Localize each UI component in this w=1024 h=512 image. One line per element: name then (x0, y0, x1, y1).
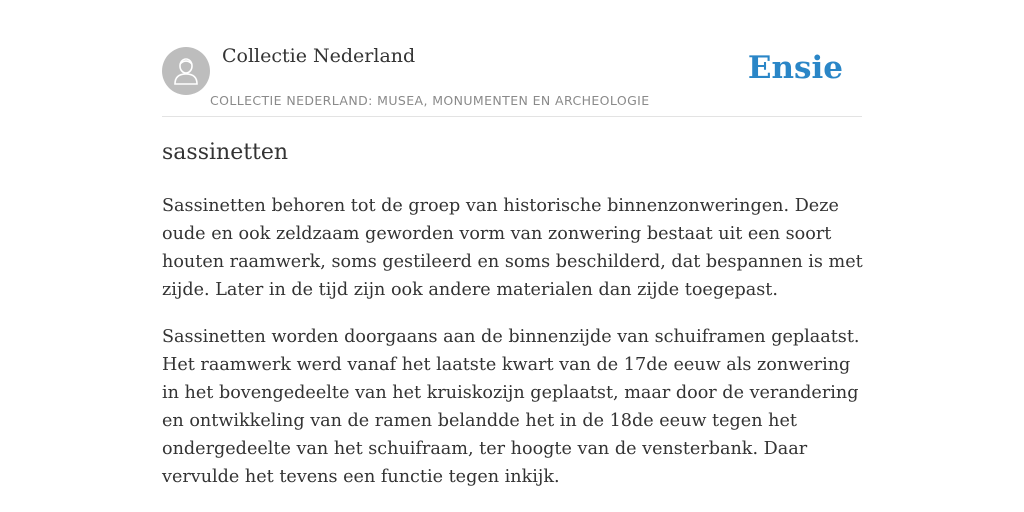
user-icon (172, 56, 200, 86)
paragraph: Sassinetten behoren tot de groep van historische binnenzonweringen. Deze oude en ook zeldzaam geworden vorm van zonwering bestaat uit een soort houten raamwerk, soms gestileerd en soms beschilderd, dat bespannen is met zijde. Later in de tijd zijn ook andere materialen dan zijde toegepast. (162, 196, 863, 300)
article-title: sassinetten (162, 140, 289, 165)
paragraph: Sassinetten worden doorgaans aan de binnenzijde van schuiframen geplaatst. Het raamwerk werd vanaf het laatste kwart van de 17de eeuw als zonwering in het bovengedeelte van het kruiskozijn geplaatst, maar door de verandering en ontwikkeling van de ramen belandde het in de 18de eeuw tegen het ondergedeelte van het schuifraam, ter hoogte van de vensterbank. Daar vervulde het tevens een functie tegen inkijk. (162, 327, 860, 487)
brand-logo[interactable]: Ensie (747, 50, 843, 86)
article-body (162, 192, 864, 510)
author-name[interactable]: Collectie Nederland (222, 45, 416, 67)
collection-label[interactable]: COLLECTIE NEDERLAND: MUSEA, MONUMENTEN EN ARCHEOLOGIE (210, 93, 650, 108)
article-header (162, 0, 862, 117)
avatar[interactable] (162, 47, 210, 95)
